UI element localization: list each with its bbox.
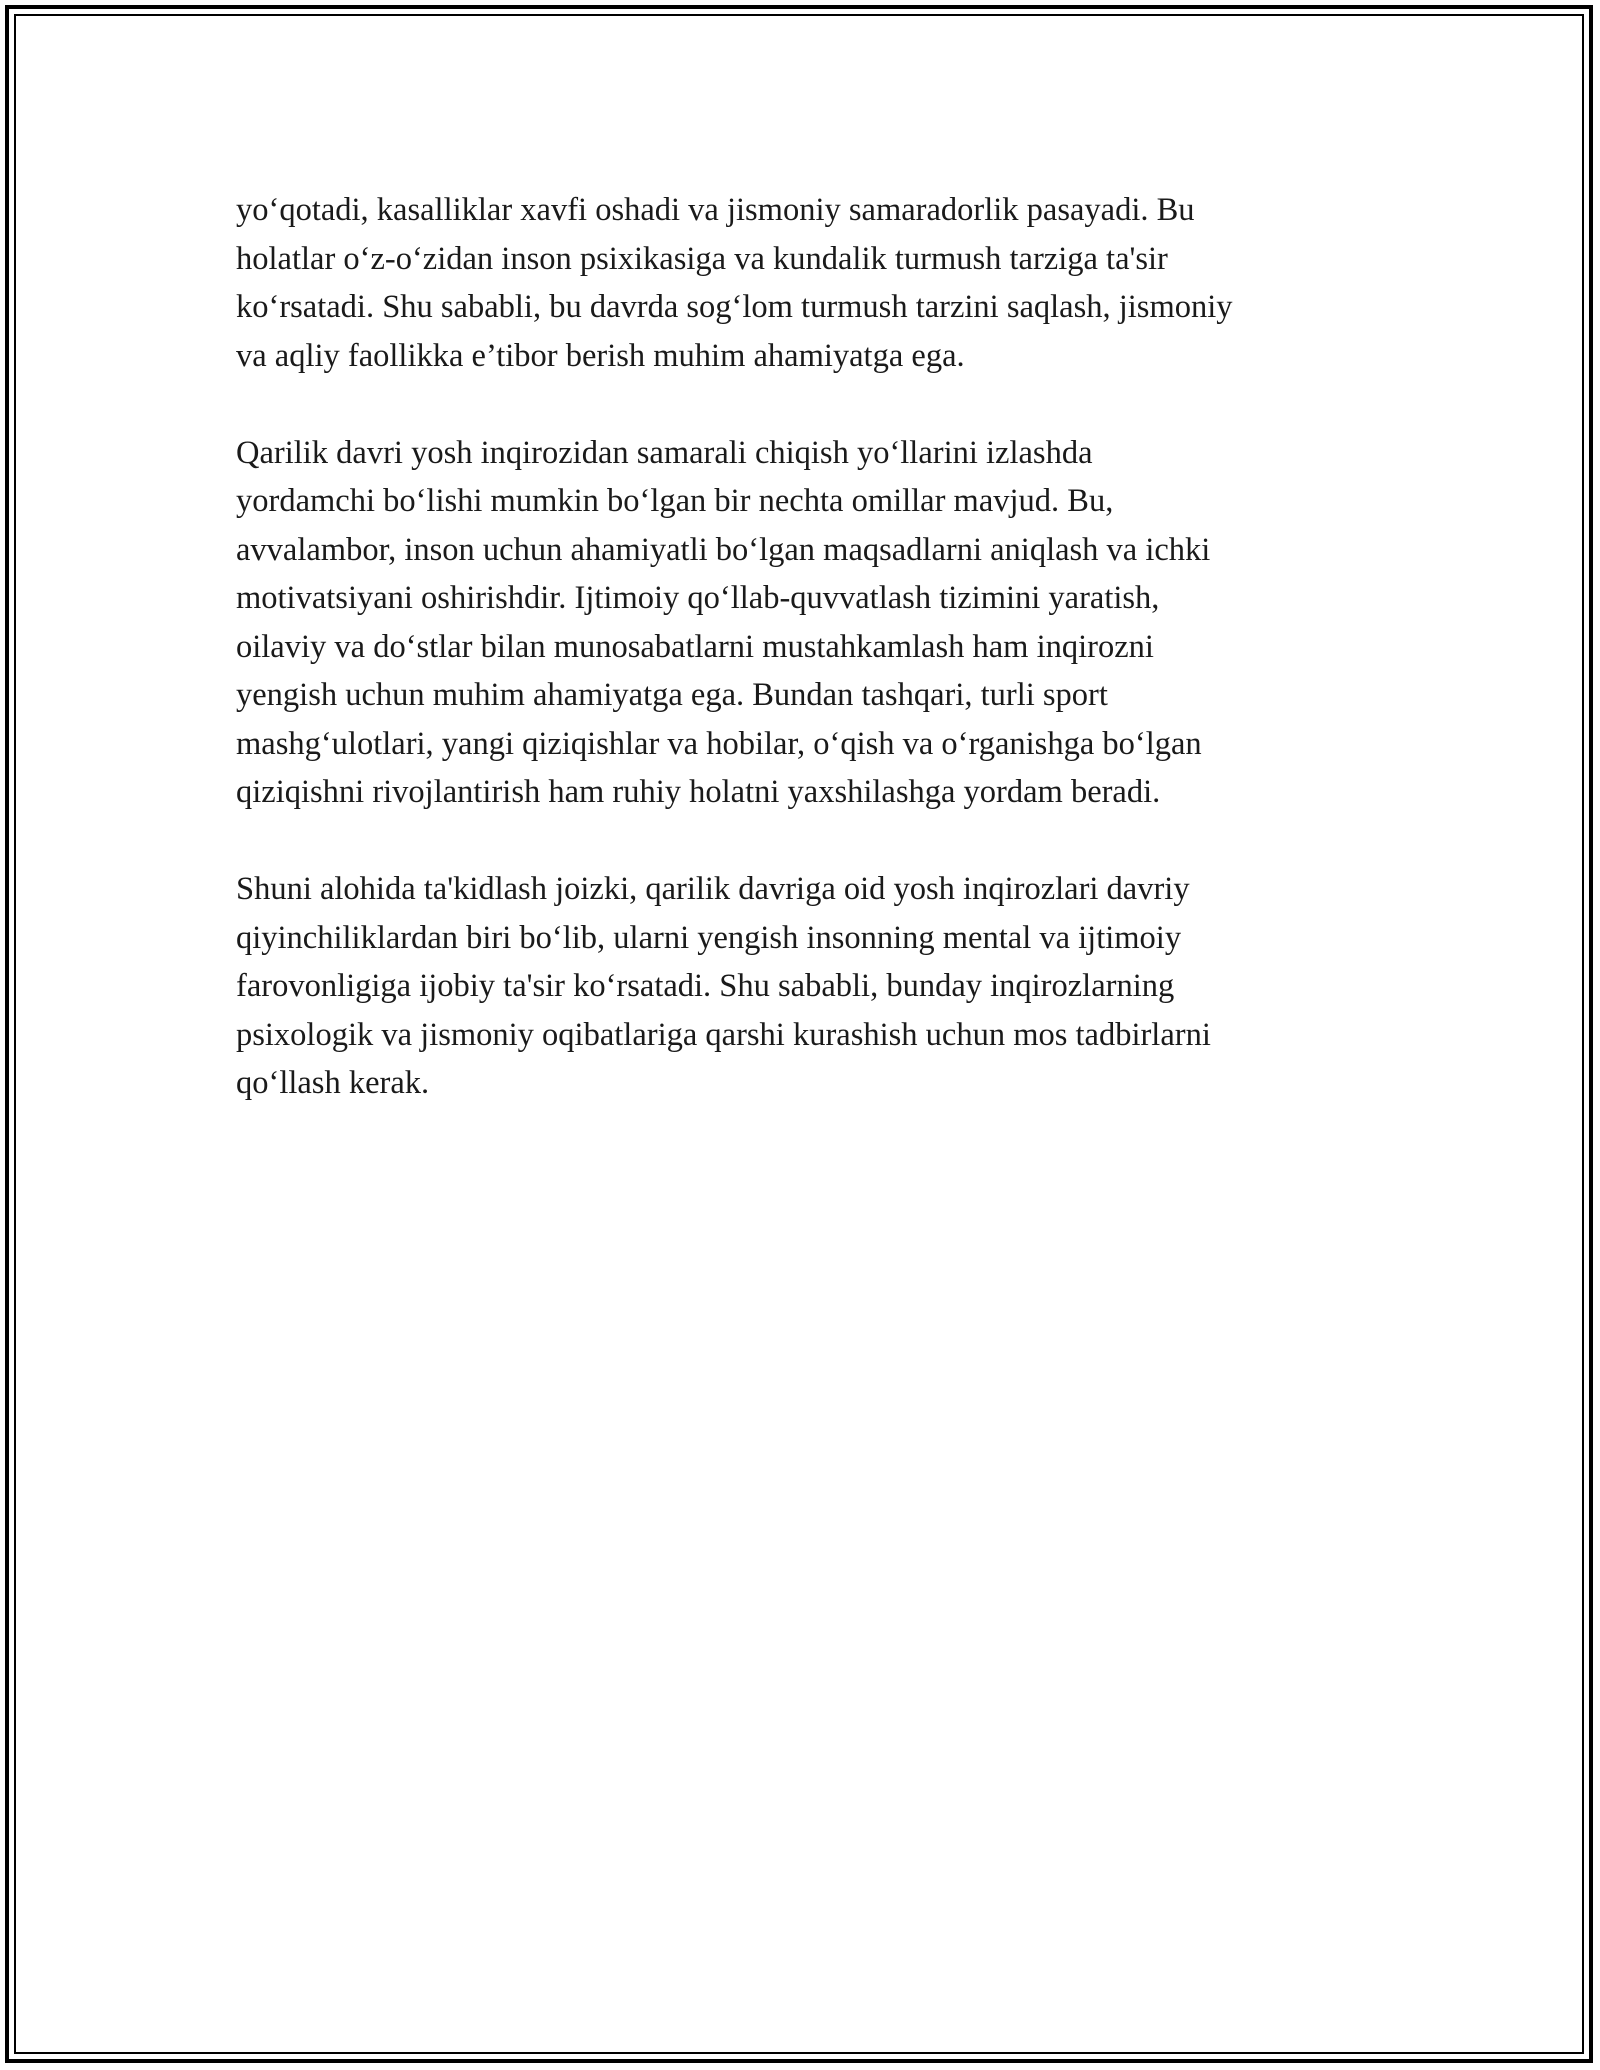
text-line: yengish uchun muhim ahamiyatga ega. Bundan tashqari, turli sport [236,677,1108,713]
paragraph-2 [236,429,1386,817]
paragraph-1 [236,186,1386,380]
text-line: ko‘rsatadi. Shu sababli, bu davrda sog‘lom turmush tarzini saqlash, jismoniy [236,289,1233,325]
text-line: motivatsiyani oshirishdir. Ijtimoiy qo‘llab-quvvatlash tizimini yaratish, [236,580,1160,616]
text-line: oilaviy va do‘stlar bilan munosabatlarni mustahkamlash ham inqirozni [236,628,1154,665]
text-line: Shuni alohida ta'kidlash joizki, qarilik davriga oid yosh inqirozlari davriy [236,871,1190,907]
text-line: qiziqishni rivojlantirish ham ruhiy holatni yaxshilashga yordam beradi. [236,774,1161,810]
text-line: mashg‘ulotlari, yangi qiziqishlar va hobilar, o‘qish va o‘rganishga bo‘lgan [236,725,1202,762]
text-line: Qarilik davri yosh inqirozidan samarali chiqish yo‘llarini izlashda [236,434,1093,471]
text-line: farovonligiga ijobiy ta'sir ko‘rsatadi. Shu sababli, bunday inqirozlarning [236,968,1175,1004]
text-line: qiyinchiliklardan biri bo‘lib, ularni yengish insonning mental va ijtimoiy [236,919,1182,956]
document-body [236,186,1386,1156]
text-line: holatlar o‘z-o‘zidan inson psixikasiga va kundalik turmush tarziga ta'sir [236,240,1168,277]
text-line: yordamchi bo‘lishi mumkin bo‘lgan bir nechta omillar mavjud. Bu, [236,483,1114,519]
text-line: va aqliy faollikka e’tibor berish muhim ahamiyatga ega. [236,337,965,374]
paragraph-3 [236,865,1386,1108]
text-line: yo‘qotadi, kasalliklar xavfi oshadi va jismoniy samaradorlik pasayadi. Bu [236,192,1195,228]
text-line: psixologik va jismoniy oqibatlariga qarshi kurashish uchun mos tadbirlarni [236,1016,1211,1053]
text-line: avvalambor, inson uchun ahamiyatli bo‘lgan maqsadlarni aniqlash va ichki [236,531,1211,568]
text-line: qo‘llash kerak. [236,1065,430,1101]
